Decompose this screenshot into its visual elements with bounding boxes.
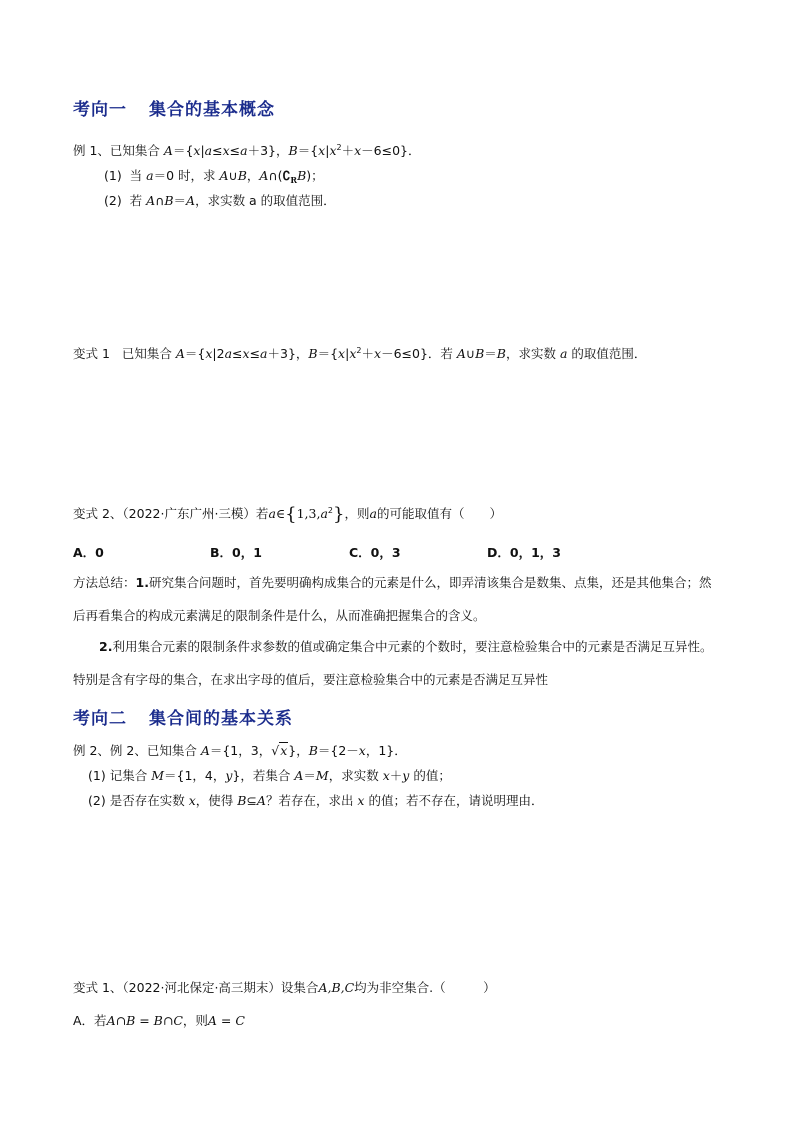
variant-3-option-a: A．若A∩B = B∩C，则A = C xyxy=(73,1013,245,1028)
option-a: A．0 xyxy=(73,545,104,560)
example-1-statement: 例 1、已知集合 A＝{x|a≤x≤a＋3}，$B=\{x|x^2+x-6\le 0\}$． xyxy=(73,143,421,158)
variant-1-statement: 变式 1 已知集合 A＝{x|2a≤x≤a＋3}，$B=\{x|x^2+x-6\le 0\}$．若 A∪B＝B，求实数 a 的取值范围． xyxy=(73,346,647,361)
section-number: 考向二 xyxy=(73,709,127,729)
option-b: B．0，1 xyxy=(210,545,262,560)
example-1-question-1: (1) 当 a＝0 时，求 A∪B，$A\cap(∁_RB)$； xyxy=(104,168,324,185)
section-title: 集合的基本概念 xyxy=(149,100,275,120)
section-heading-1 xyxy=(73,95,275,120)
option-d: D．0，1，3 xyxy=(487,545,561,560)
section-heading-2 xyxy=(73,704,293,729)
option-c: C．0，3 xyxy=(349,545,401,560)
method-summary-1: 方法总结：1.研究集合问题时，首先要明确构成集合的元素是什么，即弄清该集合是数集、点集，还是其他集合；然后再看集合的构成元素满足的限制条件是什么，从而准确把握集合的含义。 xyxy=(73,575,712,623)
example-2-question-1: (1) 记集合 M＝{1，4，y}，若集合 A＝M，求实数 x＋y 的值； xyxy=(88,768,451,783)
section-number: 考向一 xyxy=(73,100,127,120)
section-title: 集合间的基本关系 xyxy=(149,709,293,729)
example-1-question-2: (2) 若 A∩B＝A，求实数 a 的取值范围． xyxy=(104,193,336,208)
example-2-statement: 例 2、例 2、已知集合 A＝{1，3，√x}，B＝{2－x，1}． xyxy=(73,743,407,758)
variant-3-statement: 变式 1、（2022·河北保定·高三期末）设集合A,B,C均为非空集合.（ ） xyxy=(73,980,496,995)
method-summary-2: 2.利用集合元素的限制条件求参数的值或确定集合中元素的个数时，要注意检验集合中的元素是否满足互异性。特别是含有字母的集合，在求出字母的值后，要注意检验集合中的元素是否满足互异性 xyxy=(73,639,713,687)
variant-2-statement: 变式 2、（2022·广东广州·三模）若$a\in\{1,3,a^2\}$，则a的可能取值有（ ） xyxy=(73,504,502,525)
complement-symbol: $∁_R$ xyxy=(282,168,298,185)
example-2-question-2: (2) 是否存在实数 x，使得 B⊆A？若存在，求出 x 的值；若不存在，请说明理由． xyxy=(88,793,544,808)
sqrt-x: √x xyxy=(271,743,288,758)
